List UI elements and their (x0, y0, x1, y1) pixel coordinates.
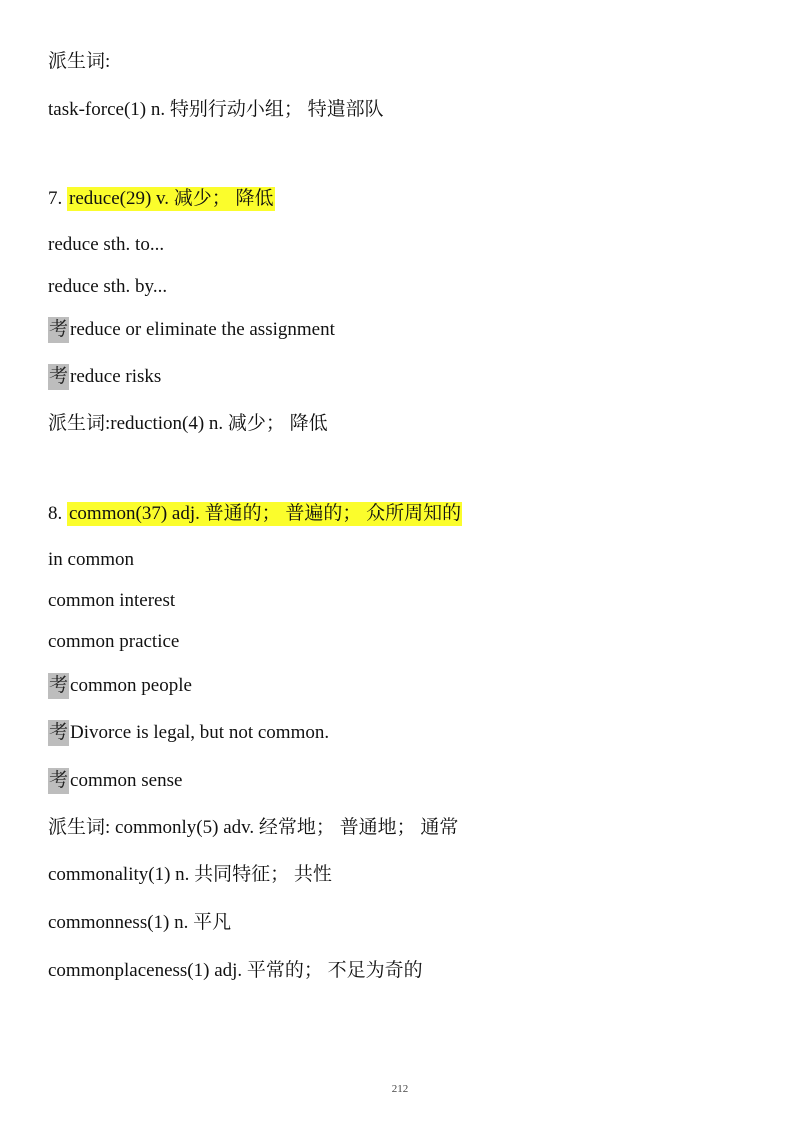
entry-8-derivative: commonplaceness(1) adj. 平常的； 不足为奇的 (48, 960, 423, 981)
exam-mark: 考 (48, 673, 69, 699)
entry-7-phrase: reduce sth. to... (48, 234, 165, 255)
page-number: 212 (391, 1083, 409, 1095)
exam-mark: 考 (48, 720, 69, 746)
exam-item-text: common people (70, 675, 192, 696)
derivative-task-force: task-force(1) n. 特别行动小组； 特遣部队 (48, 99, 384, 120)
entry-8-exam-item (48, 720, 329, 746)
entry-7-headword: reduce(29) v. 减少； 降低 (69, 188, 274, 209)
exam-mark: 考 (48, 317, 69, 343)
entry-7-exam-item (48, 317, 335, 343)
entry-7-phrase: reduce sth. by... (48, 276, 168, 297)
exam-item-text: reduce or eliminate the assignment (70, 319, 335, 340)
derivatives-label: 派生词: (48, 51, 111, 72)
entry-8-phrase: in common (48, 549, 135, 570)
exam-mark: 考 (48, 768, 69, 794)
exam-item-text: common sense (70, 770, 183, 791)
entry-7-derivative: 派生词:reduction(4) n. 减少； 降低 (48, 413, 328, 434)
exam-item-text: Divorce is legal, but not common. (70, 722, 330, 743)
entry-7-number: 7. (48, 188, 67, 209)
exam-mark: 考 (48, 364, 69, 390)
entry-8-exam-item (48, 768, 182, 794)
entry-8-exam-item (48, 673, 192, 699)
entry-8-derivative: commonality(1) n. 共同特征； 共性 (48, 864, 332, 885)
entry-8-headword: common(37) adj. 普通的； 普遍的； 众所周知的 (69, 503, 462, 524)
entry-8-heading (48, 502, 462, 526)
entry-8-number: 8. (48, 503, 67, 524)
entry-8-phrase: common interest (48, 590, 176, 611)
exam-item-text: reduce risks (70, 366, 162, 387)
entry-8-derivative: commonness(1) n. 平凡 (48, 912, 232, 933)
entry-7-exam-item (48, 364, 161, 390)
entry-8-phrase: common practice (48, 631, 180, 652)
entry-8-derivative: 派生词: commonly(5) adv. 经常地； 普通地； 通常 (48, 817, 459, 838)
entry-7-heading (48, 187, 275, 211)
